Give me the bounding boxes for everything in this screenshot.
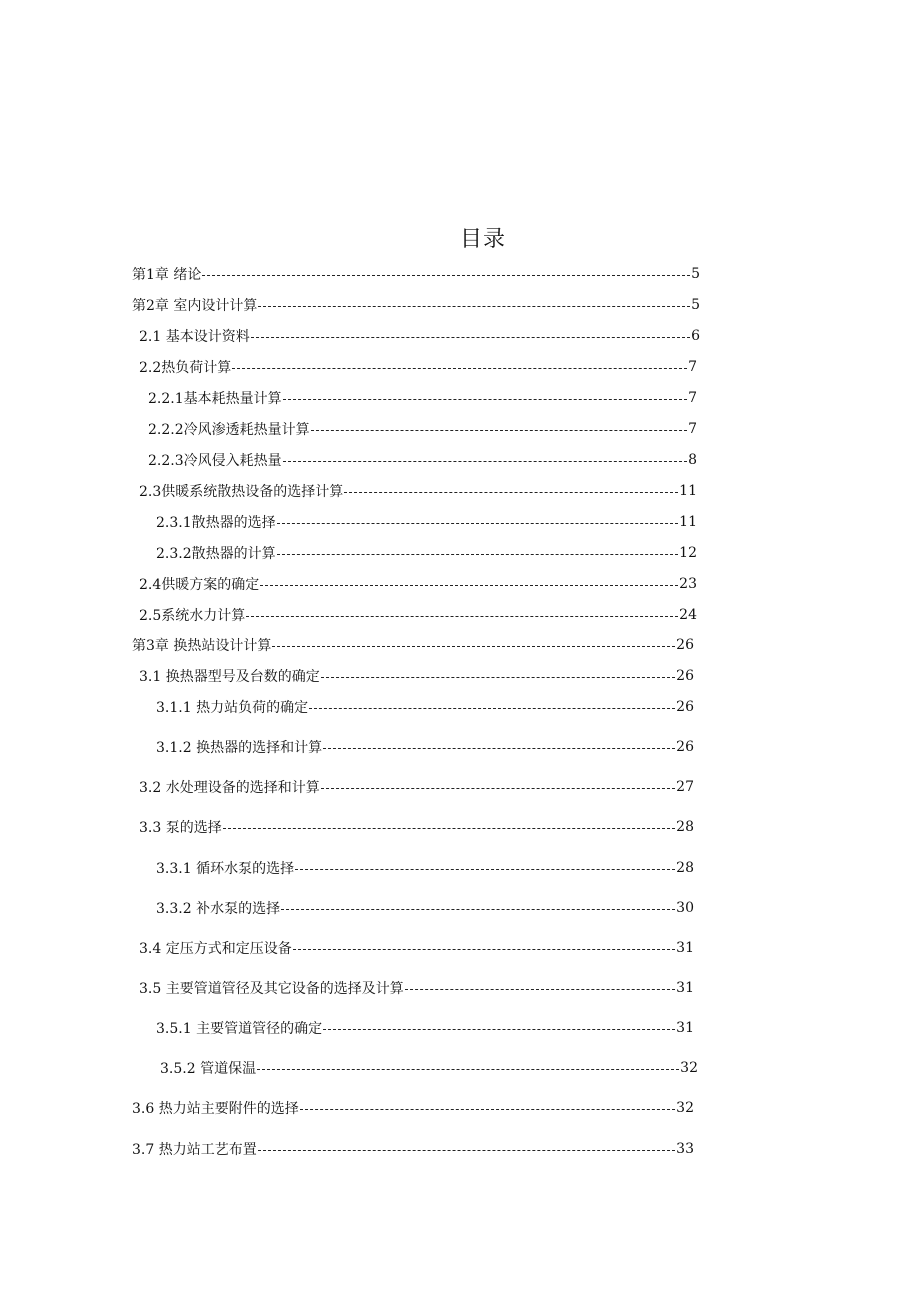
toc-entry <box>156 696 694 718</box>
toc-entry-page-number: 33 <box>676 1141 694 1157</box>
toc-entry-page-number: 31 <box>676 940 694 956</box>
toc-entry-page-number: 6 <box>691 328 700 344</box>
toc-entry <box>148 418 697 440</box>
toc-entry <box>132 263 700 285</box>
toc-leader-dashes <box>309 708 675 709</box>
toc-leader-dashes <box>283 461 687 462</box>
toc-leader-dashes <box>251 337 690 338</box>
toc-entry-page-number: 32 <box>676 1100 694 1116</box>
toc-entry-label: 2.2.2冷风渗透耗热量计算 <box>148 422 310 438</box>
toc-entry-page-number: 26 <box>676 739 694 755</box>
toc-entry <box>156 736 694 758</box>
toc-leader-dashes <box>258 1150 675 1151</box>
toc-entry <box>139 604 697 626</box>
toc-leader-dashes <box>277 523 679 524</box>
toc-leader-dashes <box>311 430 687 431</box>
toc-entry <box>139 573 697 595</box>
toc-leader-dashes <box>300 1109 675 1110</box>
toc-entry-page-number: 28 <box>676 819 694 835</box>
toc-entry-label: 2.3.1散热器的选择 <box>156 515 276 531</box>
toc-entry-page-number: 12 <box>679 545 697 561</box>
toc-leader-dashes <box>344 492 678 493</box>
toc-entry-label: 3.4 定压方式和定压设备 <box>139 941 292 957</box>
toc-entry-label: 2.5系统水力计算 <box>139 608 246 624</box>
toc-entry <box>156 1017 694 1039</box>
toc-entry-label: 3.5.2 管道保温 <box>160 1061 257 1077</box>
toc-entry <box>132 1138 694 1160</box>
toc-entry <box>139 937 694 959</box>
toc-entry-page-number: 8 <box>688 452 697 468</box>
toc-leader-dashes <box>202 275 690 276</box>
toc-entry-page-number: 26 <box>676 699 694 715</box>
page-title: 目录 <box>459 227 506 252</box>
toc-entry <box>156 511 697 533</box>
toc-entry <box>148 387 697 409</box>
toc-entry-label: 3.1.1 热力站负荷的确定 <box>156 700 309 716</box>
toc-entry-page-number: 23 <box>679 576 697 592</box>
toc-entry-label: 第3章 换热站设计计算 <box>132 638 272 654</box>
toc-entry-label: 2.2热负荷计算 <box>139 360 232 376</box>
toc-entry <box>156 542 697 564</box>
toc-entry <box>139 480 697 502</box>
toc-entry-page-number: 5 <box>691 266 700 282</box>
toc-entry-page-number: 11 <box>679 514 697 530</box>
toc-entry-label: 3.6 热力站主要附件的选择 <box>132 1101 299 1117</box>
toc-entry-page-number: 24 <box>679 607 697 623</box>
toc-entry <box>139 665 694 687</box>
toc-entry <box>139 356 697 378</box>
toc-entry <box>148 449 697 471</box>
toc-entry-page-number: 7 <box>688 359 697 375</box>
toc-entry-label: 3.1 换热器型号及台数的确定 <box>139 669 320 685</box>
toc-entry-page-number: 11 <box>679 483 697 499</box>
toc-entry-label: 2.2.3冷风侵入耗热量 <box>148 453 282 469</box>
toc-entry-label: 3.3.1 循环水泵的选择 <box>156 861 295 877</box>
toc-entry-page-number: 28 <box>676 860 694 876</box>
toc-leader-dashes <box>323 1029 675 1030</box>
toc-leader-dashes <box>283 399 687 400</box>
toc-entry-label: 第1章 绪论 <box>132 267 202 283</box>
toc-entry-page-number: 30 <box>676 900 694 916</box>
toc-entry <box>160 1057 698 1079</box>
toc-entry-label: 3.5 主要管道管径及其它设备的选择及计算 <box>139 981 404 997</box>
toc-entry <box>139 977 694 999</box>
toc-leader-dashes <box>223 828 675 829</box>
toc-leader-dashes <box>272 646 675 647</box>
toc-entry-label: 2.3供暖系统散热设备的选择计算 <box>139 484 344 500</box>
toc-entry-page-number: 5 <box>691 297 700 313</box>
toc-leader-dashes <box>257 1069 679 1070</box>
toc-leader-dashes <box>295 869 675 870</box>
toc-entry-page-number: 26 <box>676 668 694 684</box>
toc-entry-label: 2.2.1基本耗热量计算 <box>148 391 282 407</box>
toc-leader-dashes <box>260 585 678 586</box>
toc-entry <box>156 857 694 879</box>
toc-entry <box>156 897 694 919</box>
toc-entry-page-number: 32 <box>680 1060 698 1076</box>
toc-entry <box>139 776 694 798</box>
toc-leader-dashes <box>281 909 675 910</box>
toc-entry <box>132 294 700 316</box>
toc-entry-label: 2.1 基本设计资料 <box>139 329 250 345</box>
toc-leader-dashes <box>321 677 675 678</box>
toc-leader-dashes <box>405 989 675 990</box>
toc-entry-label: 第2章 室内设计计算 <box>132 298 258 314</box>
toc-leader-dashes <box>323 748 675 749</box>
toc-entry-page-number: 31 <box>676 1020 694 1036</box>
toc-leader-dashes <box>293 949 675 950</box>
toc-entry-page-number: 26 <box>676 637 694 653</box>
toc-leader-dashes <box>246 616 678 617</box>
toc-entry-label: 2.4供暖方案的确定 <box>139 577 260 593</box>
toc-entry-label: 3.2 水处理设备的选择和计算 <box>139 780 320 796</box>
toc-entry <box>139 816 694 838</box>
toc-leader-dashes <box>277 554 679 555</box>
toc-entry-page-number: 7 <box>688 421 697 437</box>
toc-entry-page-number: 7 <box>688 390 697 406</box>
toc-entry-page-number: 27 <box>676 779 694 795</box>
toc-entry-label: 3.3.2 补水泵的选择 <box>156 901 281 917</box>
toc-entry <box>132 634 694 656</box>
toc-entry-label: 3.7 热力站工艺布置 <box>132 1142 257 1158</box>
toc-entry-label: 3.1.2 换热器的选择和计算 <box>156 740 323 756</box>
toc-leader-dashes <box>232 368 687 369</box>
toc-leader-dashes <box>258 306 690 307</box>
toc-entry-label: 2.3.2散热器的计算 <box>156 546 276 562</box>
toc-entry <box>132 1097 694 1119</box>
toc-entry-page-number: 31 <box>676 980 694 996</box>
toc-entry <box>139 325 700 347</box>
toc-leader-dashes <box>321 788 675 789</box>
toc-entry-label: 3.3 泵的选择 <box>139 820 222 836</box>
toc-entry-label: 3.5.1 主要管道管径的确定 <box>156 1021 323 1037</box>
